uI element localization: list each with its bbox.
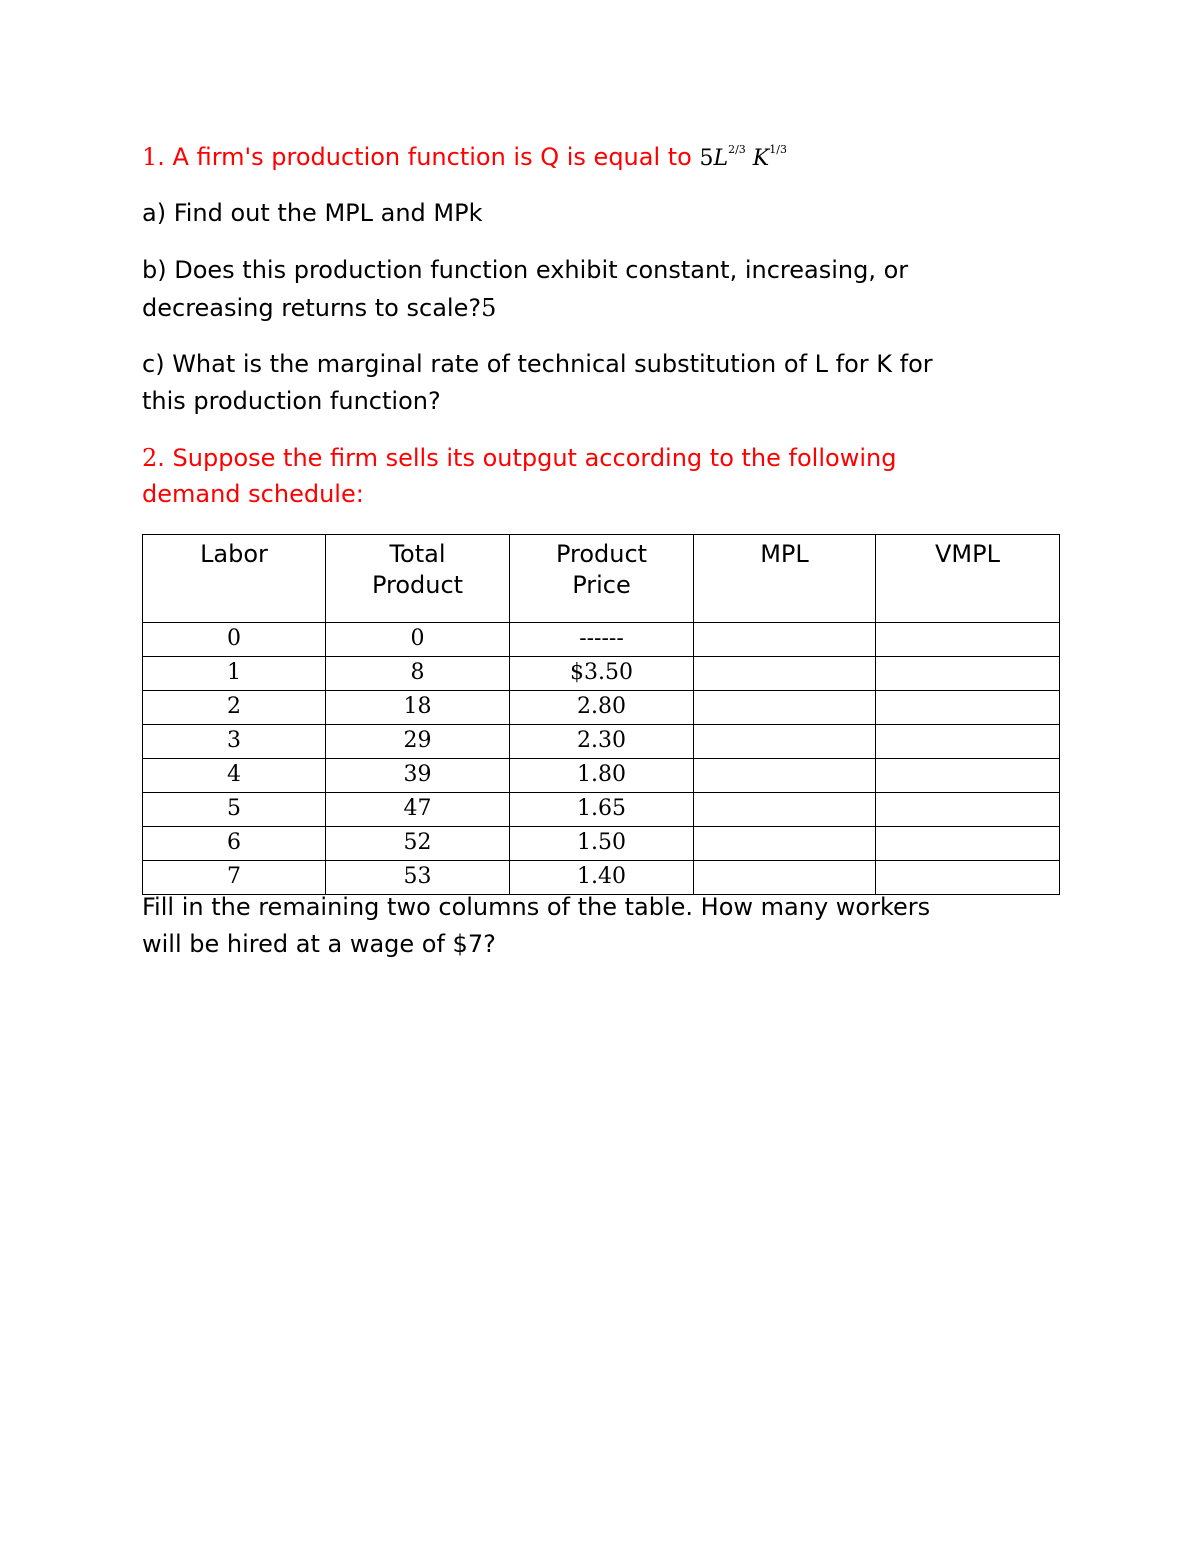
vmpl-cell: [876, 827, 1060, 861]
vmpl-cell: [876, 657, 1060, 691]
question-2-text: . Suppose the firm sells its outpgut according to the following: [157, 444, 897, 472]
question-1-number: 1: [142, 143, 158, 171]
mpl-cell: [694, 759, 876, 793]
mpl-cell: [694, 827, 876, 861]
labor-cell: 2: [143, 691, 326, 725]
total-product-cell: 53: [326, 861, 510, 895]
labor-cell: 7: [143, 861, 326, 895]
total-product-cell: 52: [326, 827, 510, 861]
price-cell: $3.50: [510, 657, 694, 691]
question-1c-line-2: this production function?: [142, 387, 441, 415]
mpl-cell: [694, 657, 876, 691]
table-row: [143, 793, 1060, 827]
production-function-formula: [699, 143, 787, 171]
total-product-cell: 29: [326, 725, 510, 759]
question-1a: a) Find out the MPL and MPk: [142, 199, 483, 227]
footer-instruction-line-1: Fill in the remaining two columns of the table. How many workers: [142, 893, 931, 921]
demand-schedule-table: [142, 534, 1060, 895]
vmpl-cell: [876, 623, 1060, 657]
question-2-number: 2: [142, 444, 158, 472]
price-cell: ------: [510, 623, 694, 657]
total-product-cell: 0: [326, 623, 510, 657]
table-row: [143, 725, 1060, 759]
table-row: [143, 691, 1060, 725]
labor-cell: 4: [143, 759, 326, 793]
price-cell: 1.65: [510, 793, 694, 827]
question-1b-line-2: [142, 290, 496, 327]
price-cell: 1.80: [510, 759, 694, 793]
mpl-cell: [694, 725, 876, 759]
formula-K: K: [752, 146, 770, 171]
vmpl-cell: [876, 759, 1060, 793]
price-cell: 2.80: [510, 691, 694, 725]
formula-K-exponent: 1/3: [769, 143, 787, 156]
header-vmpl: VMPL: [876, 535, 1060, 623]
total-product-cell: 47: [326, 793, 510, 827]
header-mpl: MPL: [694, 535, 876, 623]
total-product-cell: 39: [326, 759, 510, 793]
question-1b-text: decreasing returns to scale?: [142, 294, 482, 322]
price-cell: 1.40: [510, 861, 694, 895]
table-header-row: [143, 535, 1060, 623]
mpl-cell: [694, 793, 876, 827]
vmpl-cell: [876, 691, 1060, 725]
header-labor: Labor: [143, 535, 326, 623]
labor-cell: 3: [143, 725, 326, 759]
question-1-text: . A firm's production function is Q is equal to: [157, 143, 700, 171]
header-total-product: Total Product: [326, 535, 510, 623]
question-1b-stray-number: 5: [481, 294, 497, 322]
table-row: [143, 623, 1060, 657]
vmpl-cell: [876, 725, 1060, 759]
header-product-price: Product Price: [510, 535, 694, 623]
labor-cell: 5: [143, 793, 326, 827]
question-1b-line-1: b) Does this production function exhibit constant, increasing, or: [142, 256, 909, 284]
mpl-cell: [694, 691, 876, 725]
price-cell: 1.50: [510, 827, 694, 861]
table-row: [143, 827, 1060, 861]
table-row: [143, 657, 1060, 691]
question-1c-line-1: c) What is the marginal rate of technical substitution of L for K for: [142, 350, 933, 378]
vmpl-cell: [876, 793, 1060, 827]
formula-L: L: [713, 146, 729, 171]
table-row: [143, 759, 1060, 793]
labor-cell: 1: [143, 657, 326, 691]
mpl-cell: [694, 623, 876, 657]
total-product-cell: 18: [326, 691, 510, 725]
labor-cell: 0: [143, 623, 326, 657]
labor-cell: 6: [143, 827, 326, 861]
question-2-line-1: [142, 440, 896, 477]
question-2-line-2: demand schedule:: [142, 480, 364, 508]
total-product-cell: 8: [326, 657, 510, 691]
price-cell: 2.30: [510, 725, 694, 759]
footer-instruction-line-2: will be hired at a wage of $7?: [142, 930, 496, 958]
formula-L-exponent: 2/3: [728, 143, 746, 156]
formula-coefficient: 5: [699, 146, 714, 171]
question-1-heading: [142, 139, 787, 177]
